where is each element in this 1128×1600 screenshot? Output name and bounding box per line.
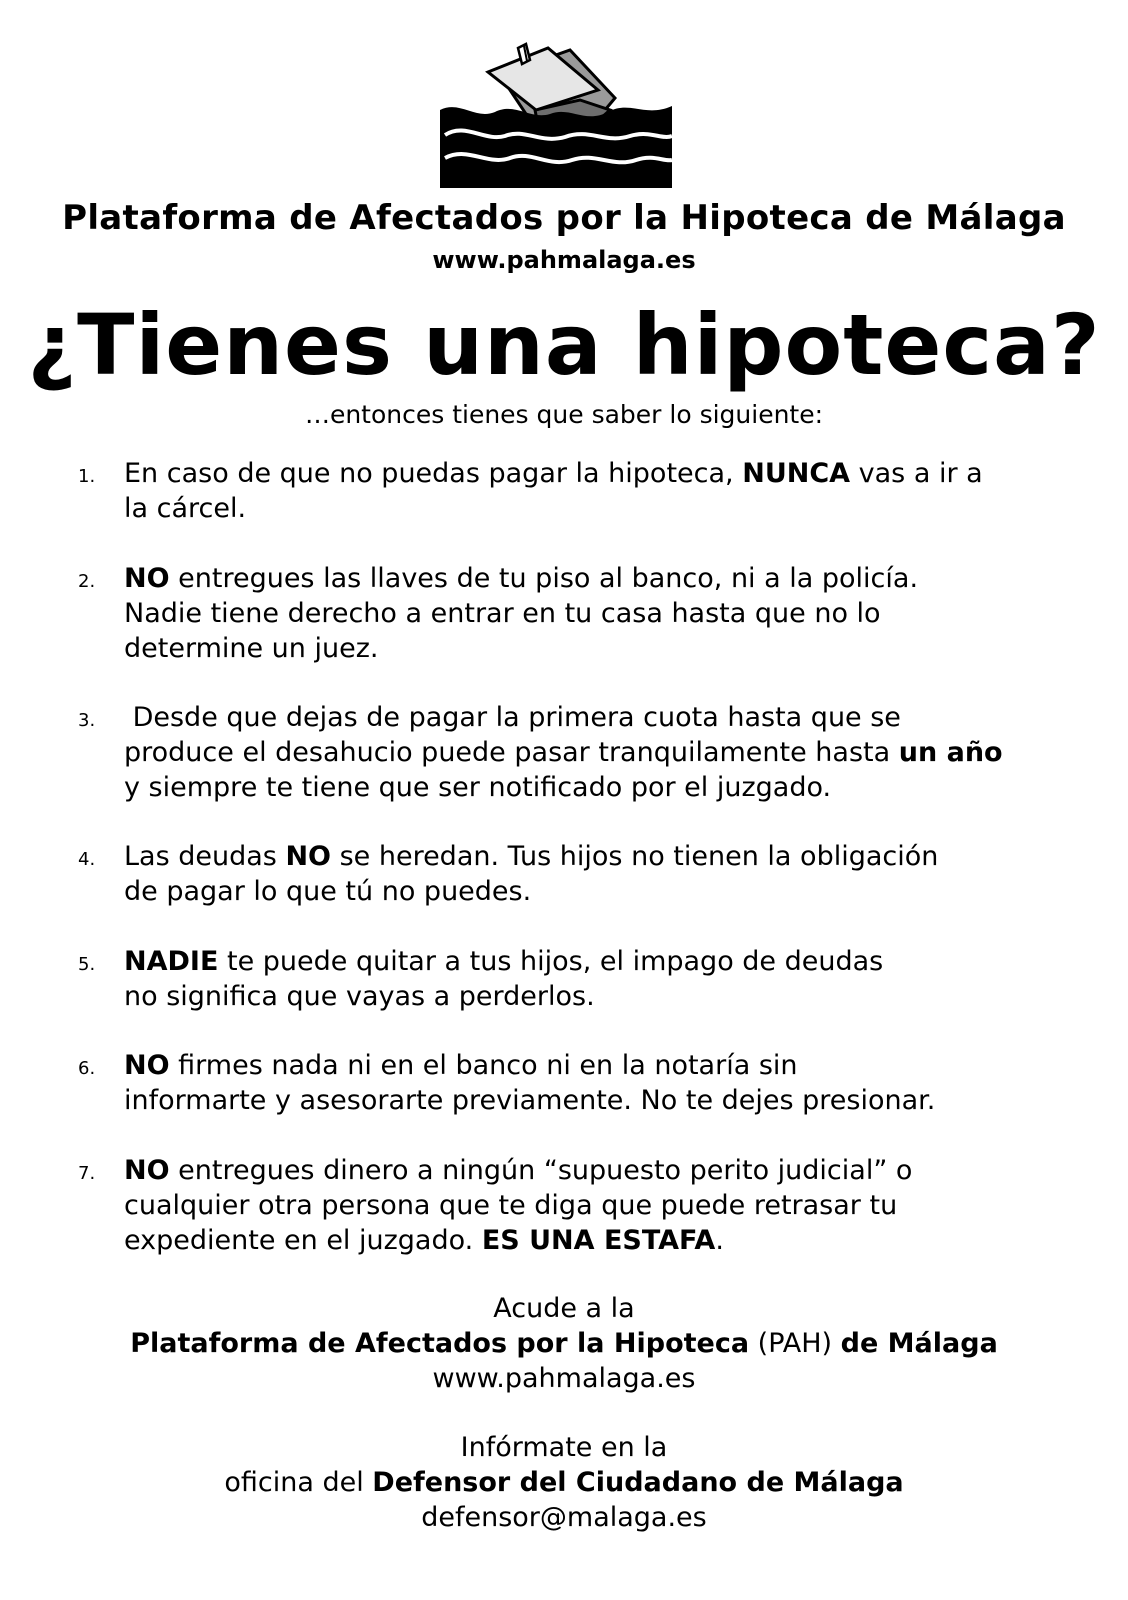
text-run: vas a ir a	[850, 458, 983, 489]
text-run: no significa que vayas a perderlos.	[124, 981, 595, 1012]
item-text	[124, 944, 1054, 1014]
text-run: produce el desahucio puede pasar tranquilamente hasta	[124, 737, 899, 768]
item-text-line	[124, 456, 1054, 491]
footer-pah-website-link[interactable]: www.pahmalaga.es	[432, 1363, 696, 1394]
item-text-line	[124, 770, 1054, 805]
text-run: entregues dinero a ningún “supuesto perito judicial” o	[169, 1155, 913, 1186]
item-text-line	[124, 944, 1054, 979]
footer-defensor	[0, 1465, 1128, 1500]
footer-pah-name	[0, 1326, 1128, 1361]
text-run: En caso de que no puedas pagar la hipoteca,	[124, 458, 743, 489]
text-run: determine un juez.	[124, 633, 379, 664]
item-text	[124, 561, 1054, 666]
text-run: entregues las llaves de tu piso al banco, ni a la policía.	[169, 563, 919, 594]
text-run: firmes nada ni en el banco ni en la notaría sin	[169, 1050, 798, 1081]
item-text-line	[124, 839, 1054, 874]
emphasis-text: un año	[898, 737, 1003, 768]
emphasis-text: Defensor del Ciudadano de Málaga	[372, 1467, 904, 1498]
emphasis-text: NO	[124, 1050, 170, 1081]
text-run: Nadie tiene derecho a entrar en tu casa hasta que no lo	[124, 598, 881, 629]
item-text-line	[124, 735, 1054, 770]
item-text	[124, 700, 1054, 805]
item-text-line	[124, 561, 1054, 596]
item-text-line	[124, 979, 1054, 1014]
text-run: te puede quitar a tus hijos, el impago de deudas	[218, 946, 884, 977]
footer-defensor-email-link[interactable]: defensor@malaga.es	[421, 1502, 707, 1533]
item-number: 1.	[78, 466, 96, 487]
subtitle: …entonces tienes que saber lo siguiente:	[304, 400, 824, 429]
house-in-waves-logo	[440, 40, 690, 190]
emphasis-text: NADIE	[124, 946, 219, 977]
item-number: 4.	[78, 849, 96, 870]
item-text-line	[124, 491, 1054, 526]
footer-acude: Acude a la	[493, 1293, 635, 1324]
org-title: Plataforma de Afectados por la Hipoteca de Málaga	[62, 198, 1066, 238]
emphasis-text: NO	[124, 1155, 170, 1186]
text-run: .	[715, 1225, 724, 1256]
item-text	[124, 456, 1054, 526]
text-run: (PAH)	[749, 1328, 841, 1359]
item-number: 7.	[78, 1163, 96, 1184]
text-run: de pagar lo que tú no puedes.	[124, 876, 532, 907]
text-run: oficina del	[224, 1467, 373, 1498]
text-run: informarte y asesorarte previamente. No te dejes presionar.	[124, 1085, 936, 1116]
text-run: la cárcel.	[124, 493, 247, 524]
item-number: 6.	[78, 1058, 96, 1079]
item-text-line	[124, 1188, 1054, 1223]
item-number: 3.	[78, 710, 96, 731]
emphasis-text: de Málaga	[840, 1328, 998, 1359]
item-text-line	[124, 631, 1054, 666]
item-text	[124, 1153, 1054, 1258]
item-number: 2.	[78, 571, 96, 592]
item-text-line	[124, 1153, 1054, 1188]
emphasis-text: ES UNA ESTAFA	[481, 1225, 716, 1256]
item-text	[124, 839, 1054, 909]
text-run: expediente en el juzgado.	[124, 1225, 482, 1256]
text-run: Las deudas	[124, 841, 286, 872]
item-text-line	[124, 1048, 1054, 1083]
text-run: Desde que dejas de pagar la primera cuota hasta que se	[124, 702, 901, 733]
emphasis-text: Plataforma de Afectados por la Hipoteca	[130, 1328, 750, 1359]
text-run: y siempre te tiene que ser notificado por el juzgado.	[124, 772, 832, 803]
footer-informate: Infórmate en la	[460, 1432, 668, 1463]
headline: ¿Tienes una hipoteca?	[27, 296, 1101, 394]
waves-icon	[440, 106, 672, 188]
item-text-line	[124, 874, 1054, 909]
item-number: 5.	[78, 954, 96, 975]
item-text-line	[124, 1083, 1054, 1118]
emphasis-text: NO	[285, 841, 331, 872]
item-text	[124, 1048, 1054, 1118]
org-website-link[interactable]: www.pahmalaga.es	[432, 246, 696, 274]
text-run: se heredan. Tus hijos no tienen la obligación	[331, 841, 939, 872]
emphasis-text: NUNCA	[742, 458, 851, 489]
item-text-line	[124, 596, 1054, 631]
item-text-line	[124, 1223, 1054, 1258]
item-text-line	[124, 700, 1054, 735]
text-run: cualquier otra persona que te diga que puede retrasar tu	[124, 1190, 898, 1221]
emphasis-text: NO	[124, 563, 170, 594]
